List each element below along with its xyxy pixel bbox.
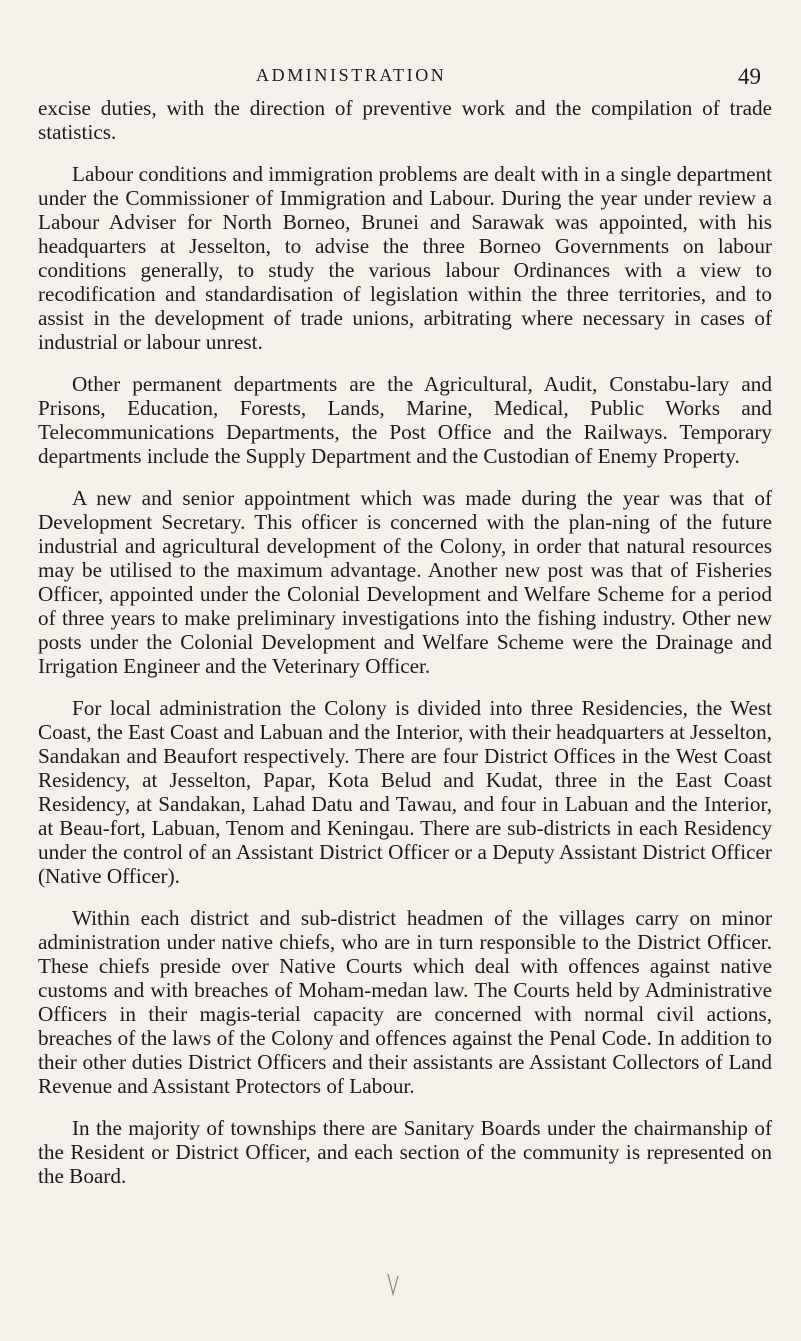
paragraph-districts: Within each district and sub-district headmen of the villages carry on minor administration under native chiefs, who are in turn responsible to the District Officer. These chiefs preside over Native Courts which deal with offences against native customs and with breaches of Moham-medan law. The Courts held by Administrative Officers in their magis-terial capacity are concerned with normal civil actions, breaches of the laws of the Colony and offences against the Penal Code. In addition to their other duties District Officers and their assistants are Assistant Collectors of Land Revenue and Assistant Protectors of Labour. bbox=[38, 906, 772, 1098]
body-text bbox=[38, 96, 772, 1206]
running-head bbox=[0, 64, 801, 88]
paragraph-sanitary-boards: In the majority of townships there are Sanitary Boards under the chairmanship of the Resident or District Officer, and each section of the community is represented on the Board. bbox=[38, 1116, 772, 1188]
paragraph-labour: Labour conditions and immigration problems are dealt with in a single department under the Commissioner of Immigration and Labour. During the year under review a Labour Adviser for North Borneo, Brunei and Sarawak was appointed, with his headquarters at Jesselton, to advise the three Borneo Governments on labour conditions generally, to study the various labour Ordinances with a view to recodification and standardisation of legislation within the three territories, and to assist in the development of trade unions, arbitrating where necessary in cases of industrial or labour unrest. bbox=[38, 162, 772, 354]
paragraph-development: A new and senior appointment which was made during the year was that of Development Secretary. This officer is concerned with the plan-ning of the future industrial and agricultural development of the Colony, in order that natural resources may be utilised to the maximum advantage. Another new post was that of Fisheries Officer, appointed under the Colonial Development and Welfare Scheme for a period of three years to make preliminary investigations into the fishing industry. Other new posts under the Colonial Development and Welfare Scheme were the Drainage and Irrigation Engineer and the Veterinary Officer. bbox=[38, 486, 772, 678]
paragraph-residencies: For local administration the Colony is divided into three Residencies, the West Coast, the East Coast and Labuan and the Interior, with their headquarters at Jesselton, Sandakan and Beaufort respectively. There are four District Offices in the West Coast Residency, at Jesselton, Papar, Kota Belud and Kudat, three in the East Coast Residency, at Sandakan, Lahad Datu and Tawau, and four in Labuan and the Interior, at Beau-fort, Labuan, Tenom and Keningau. There are sub-districts in each Residency under the control of an Assistant District Officer or a Deputy Assistant District Officer (Native Officer). bbox=[38, 696, 772, 888]
paragraph-departments: Other permanent departments are the Agricultural, Audit, Constabu-lary and Prisons, Education, Forests, Lands, Marine, Medical, Public Works and Telecommunications Departments, the Post Office and the Railways. Temporary departments include the Supply Department and the Custodian of Enemy Property. bbox=[38, 372, 772, 468]
page-number: 49 bbox=[738, 64, 761, 89]
paragraph-continuation: excise duties, with the direction of preventive work and the compilation of trade statistics. bbox=[38, 96, 772, 144]
running-title: ADMINISTRATION bbox=[256, 65, 447, 85]
scan-mark-icon bbox=[386, 1272, 400, 1298]
